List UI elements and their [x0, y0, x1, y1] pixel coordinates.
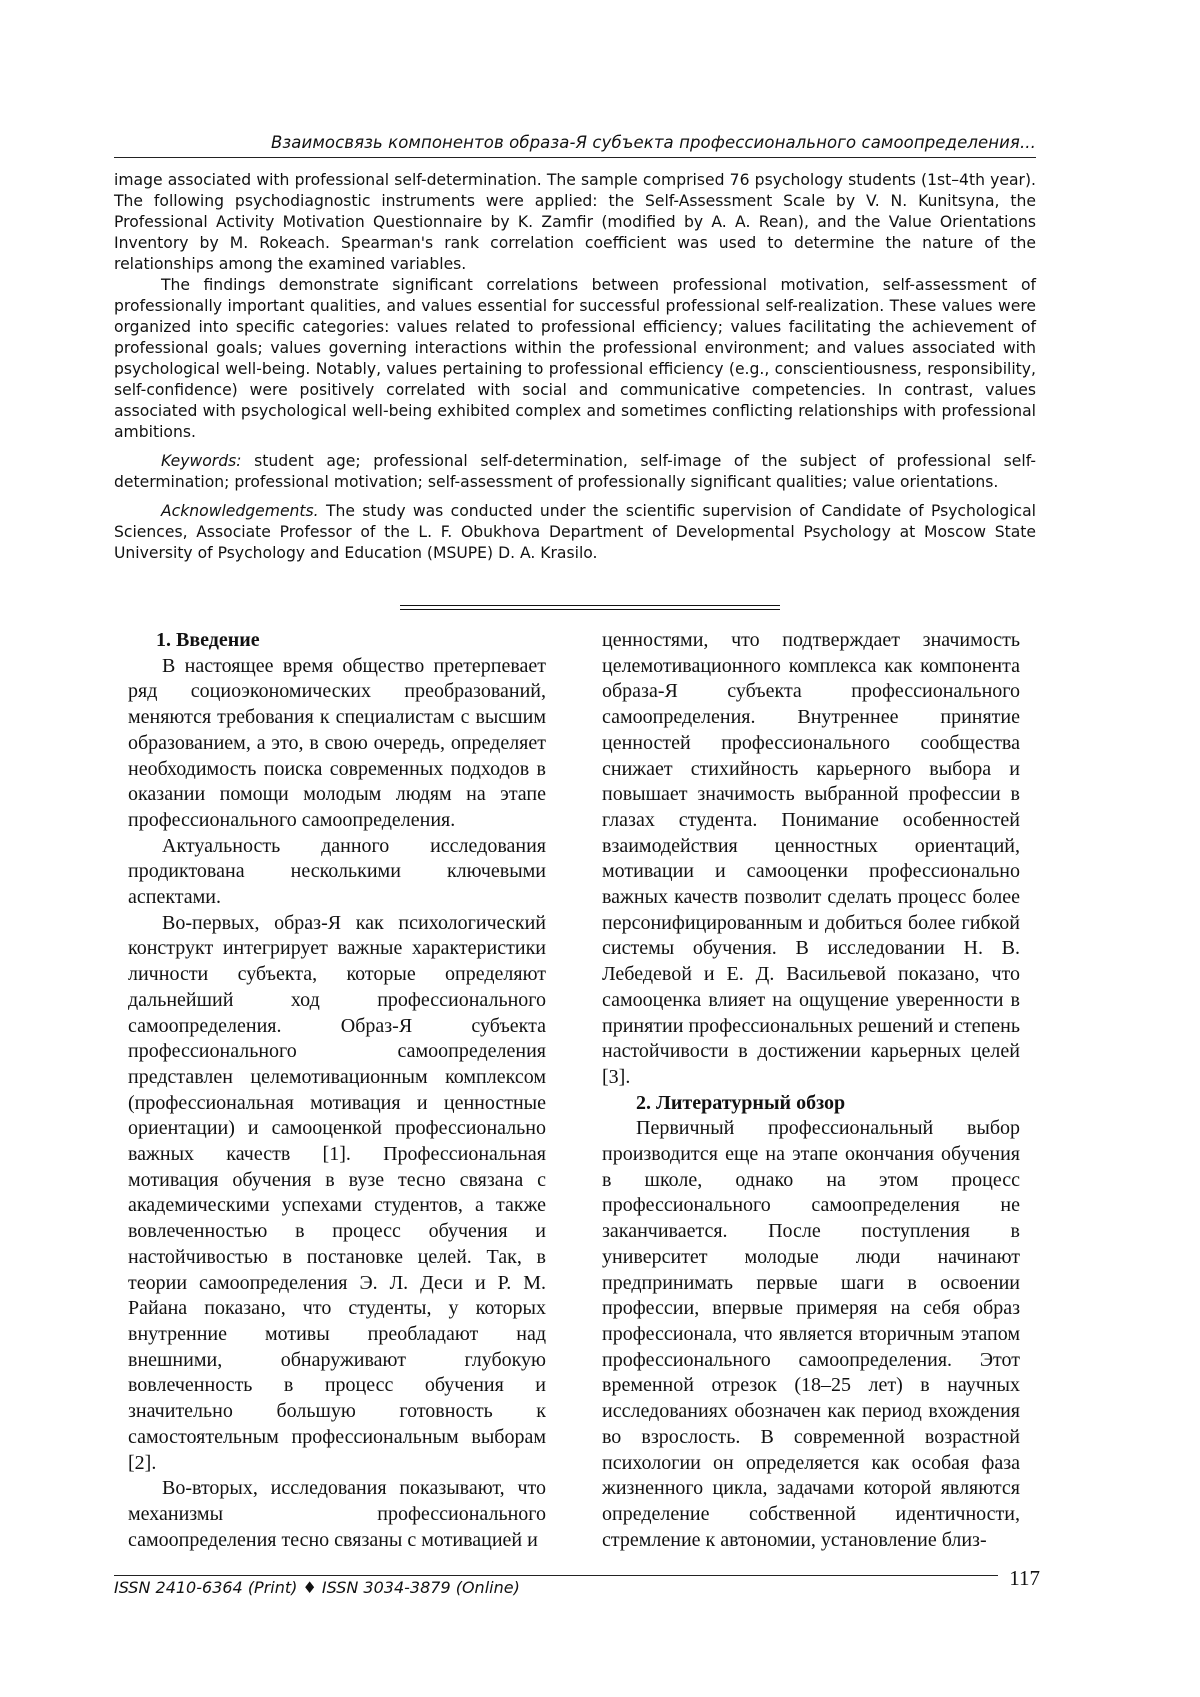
section-separator-top — [400, 605, 780, 606]
keywords-paragraph — [114, 451, 1036, 493]
body-paragraph: Актуальность данного исследования продиктована несколькими ключевыми аспектами. — [128, 834, 546, 909]
right-text-column — [602, 628, 1020, 1553]
acknowledgements-label: Acknowledgements. — [161, 502, 319, 520]
keywords-label: Keywords: — [161, 452, 242, 470]
page-number: 117 — [1009, 1566, 1040, 1590]
introduction-heading: 1. Введение — [156, 629, 260, 651]
footer-rule — [114, 1575, 998, 1576]
left-text-column — [128, 628, 546, 1553]
english-abstract — [114, 170, 1036, 564]
abstract-paragraph-methods: image associated with professional self-determination. The sample comprised 76 psychology students (1st–4th year). The following psychodiagnostic instruments were applied: the Self-Assessment Scale by V. N. Kunitsyna, the Professional Activity Motivation Questionnaire by K. Zamfir (modified by A. A. Rean), and the Value Orientations Inventory by M. Rokeach. Spearman's rank correlation coefficient was used to determine the nature of the relationships among the examined variables. — [114, 171, 1036, 273]
running-header: Взаимосвязь компонентов образа-Я субъекта профессионального самоопределения... — [271, 133, 1036, 152]
keywords-text: student age; professional self-determination, self-image of the subject of professional self-determination; professional motivation; self-assessment of professionally significant qualities; value orientations. — [114, 452, 1036, 491]
section-separator-bottom — [400, 609, 780, 610]
body-paragraph: В настоящее время общество претерпевает ряд социоэкономических преобразований, меняются требования к специалистам с высшим образованием, а это, в свою очередь, определяет необходимость поиска современных подходов в оказании помощи молодым людям на этапе профессионального самоопределения. — [128, 654, 546, 831]
body-paragraph-continuation: ценностями, что подтверждает значимость целемотивационного комплекса как компонента образа-Я субъекта профессионального самоопределения. Внутреннее принятие ценностей профессионального сообщества снижает стихийность карьерного выбора и повышает значимость выбранной профессии в глазах студента. Понимание особенностей взаимодействия ценностных ориентаций, мотивации и самооценки профессионально важных качеств позволит сделать процесс более персонифицированным и добиться более гибкой системы обучения. В исследовании Н. В. Лебедевой и Е. Д. Васильевой показано, что самооценка влияет на ощущение уверенности в принятии профессиональных решений и степень настойчивости в достижении карьерных целей [3]. — [602, 629, 1020, 1088]
footer-issn: ISSN 2410-6364 (Print) ♦ ISSN 3034-3879 (Online) — [114, 1578, 520, 1597]
header-rule — [114, 157, 1036, 158]
abstract-paragraph-findings: The findings demonstrate significant correlations between professional motivation, self-assessment of professionally important qualities, and values essential for successful professional self-realization. These values were organized into specific categories: values related to professional efficiency; values facilitating the achievement of professional goals; values governing interactions within the professional environment; and values associated with psychological well-being. Notably, values pertaining to professional efficiency (e.g., conscientiousness, responsibility, self-confidence) were positively correlated with social and communicative competencies. In contrast, values associated with psychological well-being exhibited complex and sometimes conflicting relationships with professional ambitions. — [114, 276, 1036, 441]
acknowledgements-paragraph — [114, 501, 1036, 564]
body-paragraph: Во-первых, образ-Я как психологический конструкт интегрирует важные характеристики личности субъекта, которые определяют дальнейший ход профессионального самоопределения. Образ-Я субъекта профессионального самоопределения представлен целемотивационным комплексом (профессиональная мотивация и ценностные ориентации) и самооценкой профессионально важных качеств [1]. Профессиональная мотивация обучения в вузе тесно связана с академическими успехами студентов, а также вовлеченностью в процесс обучения и настойчивостью в постановке целей. Так, в теории самоопределения Э. Л. Деси и Р. М. Райана показано, что студенты, у которых внутренние мотивы преобладают над внешними, обнаруживают глубокую вовлеченность в процесс обучения и значительно большую готовность к самостоятельным профессиональным выборам [2]. — [128, 911, 546, 1474]
literature-review-heading: 2. Литературный обзор — [636, 1091, 846, 1114]
acknowledgements-text: The study was conducted under the scientific supervision of Candidate of Psychological Sciences, Associate Professor of the L. F. Obukhova Department of Developmental Psychology at Moscow State University of Psychology and Education (MSUPE) D. A. Krasilo. — [114, 502, 1036, 562]
body-paragraph: Во-вторых, исследования показывают, что механизмы профессионального самоопределения тесно связаны с мотивацией и — [128, 1477, 546, 1551]
body-paragraph: Первичный профессиональный выбор производится еще на этапе окончания обучения в школе, однако на этом процесс профессионального самоопределения не заканчивается. После поступления в университет молодые люди начинают предпринимать первые шаги в освоении профессии, впервые примеряя на себя образ профессионала, что является вторичным этапом профессионального самоопределения. Этот временной отрезок (18–25 лет) в научных исследованиях обозначен как период вхождения во взрослость. В современной возрастной психологии он определяется как особая фаза жизненного цикла, задачами которой являются определение собственной идентичности, стремление к автономии, установление близ- — [602, 1117, 1020, 1551]
